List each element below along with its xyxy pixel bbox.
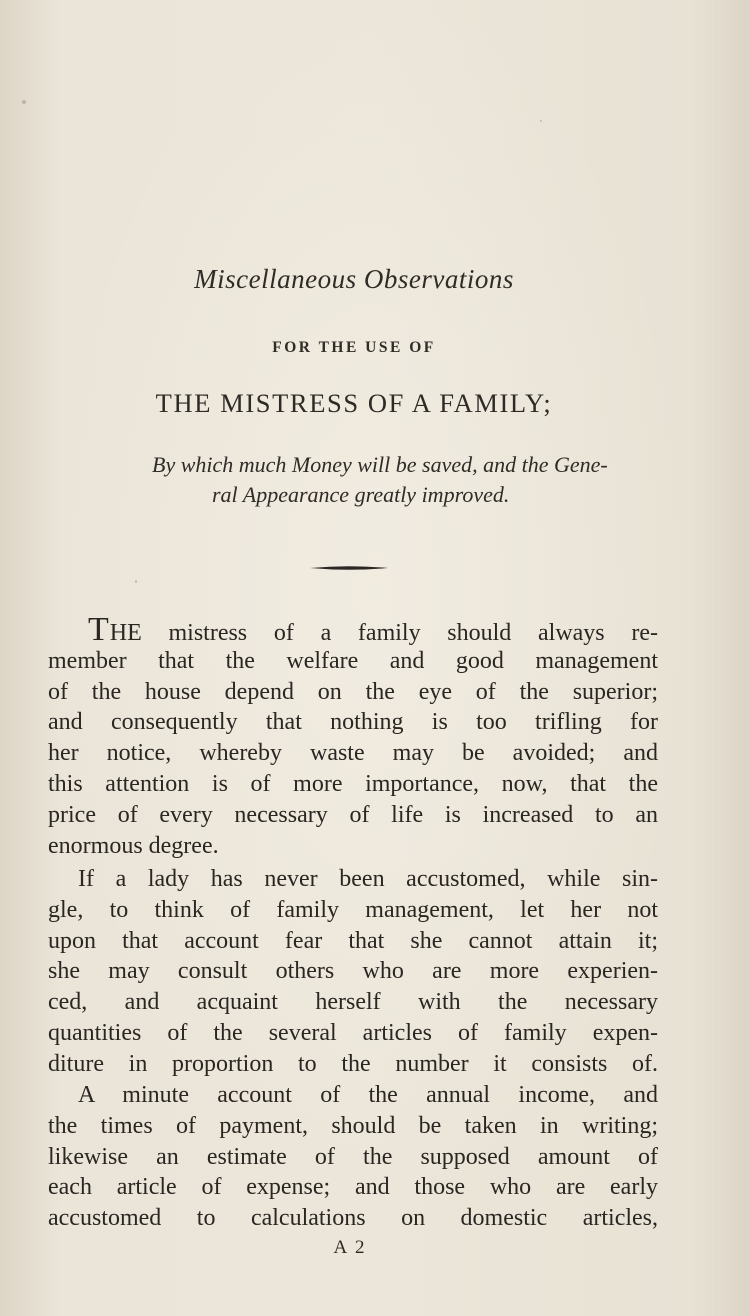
- text-line: likewise an estimate of the supposed amount of: [48, 1143, 658, 1170]
- paragraph-3: [48, 1080, 658, 1234]
- main-heading: THE MISTRESS OF A FAMILY;: [155, 388, 553, 418]
- paragraph-1: [48, 611, 658, 861]
- text-line: [48, 611, 658, 648]
- page-title: Miscellaneous Observations: [194, 264, 514, 294]
- subheading: FOR THE USE OF: [272, 339, 436, 356]
- text-line: enormous degree.: [48, 832, 219, 859]
- drop-cap: T: [88, 611, 110, 648]
- text-line: If a lady has never been accustomed, while sin-: [78, 866, 658, 892]
- ornament-rule: [310, 565, 388, 571]
- text-line: gle, to think of family management, let her not: [48, 896, 658, 923]
- text-line: ced, and acquaint herself with the necessary: [48, 989, 658, 1016]
- paper-speck: [22, 100, 26, 104]
- tagline-line: ral Appearance greatly improved.: [212, 482, 510, 507]
- text-line: each article of expense; and those who are early: [48, 1174, 658, 1201]
- text-line: diture in proportion to the number it consists of.: [48, 1050, 658, 1077]
- text-line: this attention is of more importance, now, that the: [48, 770, 658, 797]
- text-line: of the house depend on the eye of the superior;: [48, 678, 658, 705]
- text-line-rest: HE mistress of a family should always re-: [109, 620, 658, 646]
- paper-speck: [135, 580, 137, 583]
- text-line: and consequently that nothing is too trifling for: [48, 709, 658, 736]
- text-line: A minute account of the annual income, and: [78, 1082, 658, 1108]
- paragraph-2: [48, 864, 658, 1080]
- text-line: member that the welfare and good management: [48, 647, 658, 674]
- text-line: she may consult others who are more experien-: [48, 958, 658, 985]
- text-line: price of every necessary of life is increased to an: [48, 801, 658, 828]
- text-line: the times of payment, should be taken in writing;: [48, 1112, 658, 1139]
- paper-speck: [540, 120, 542, 122]
- text-line: her notice, whereby waste may be avoided; and: [48, 740, 658, 767]
- text-line: quantities of the several articles of family expen-: [48, 1019, 658, 1046]
- tagline-line: By which much Money will be saved, and the Gene-: [152, 452, 608, 477]
- text-line: upon that account fear that she cannot attain it;: [48, 927, 658, 954]
- text-line: accustomed to calculations on domestic articles,: [48, 1205, 658, 1232]
- signature-mark: A 2: [333, 1237, 367, 1258]
